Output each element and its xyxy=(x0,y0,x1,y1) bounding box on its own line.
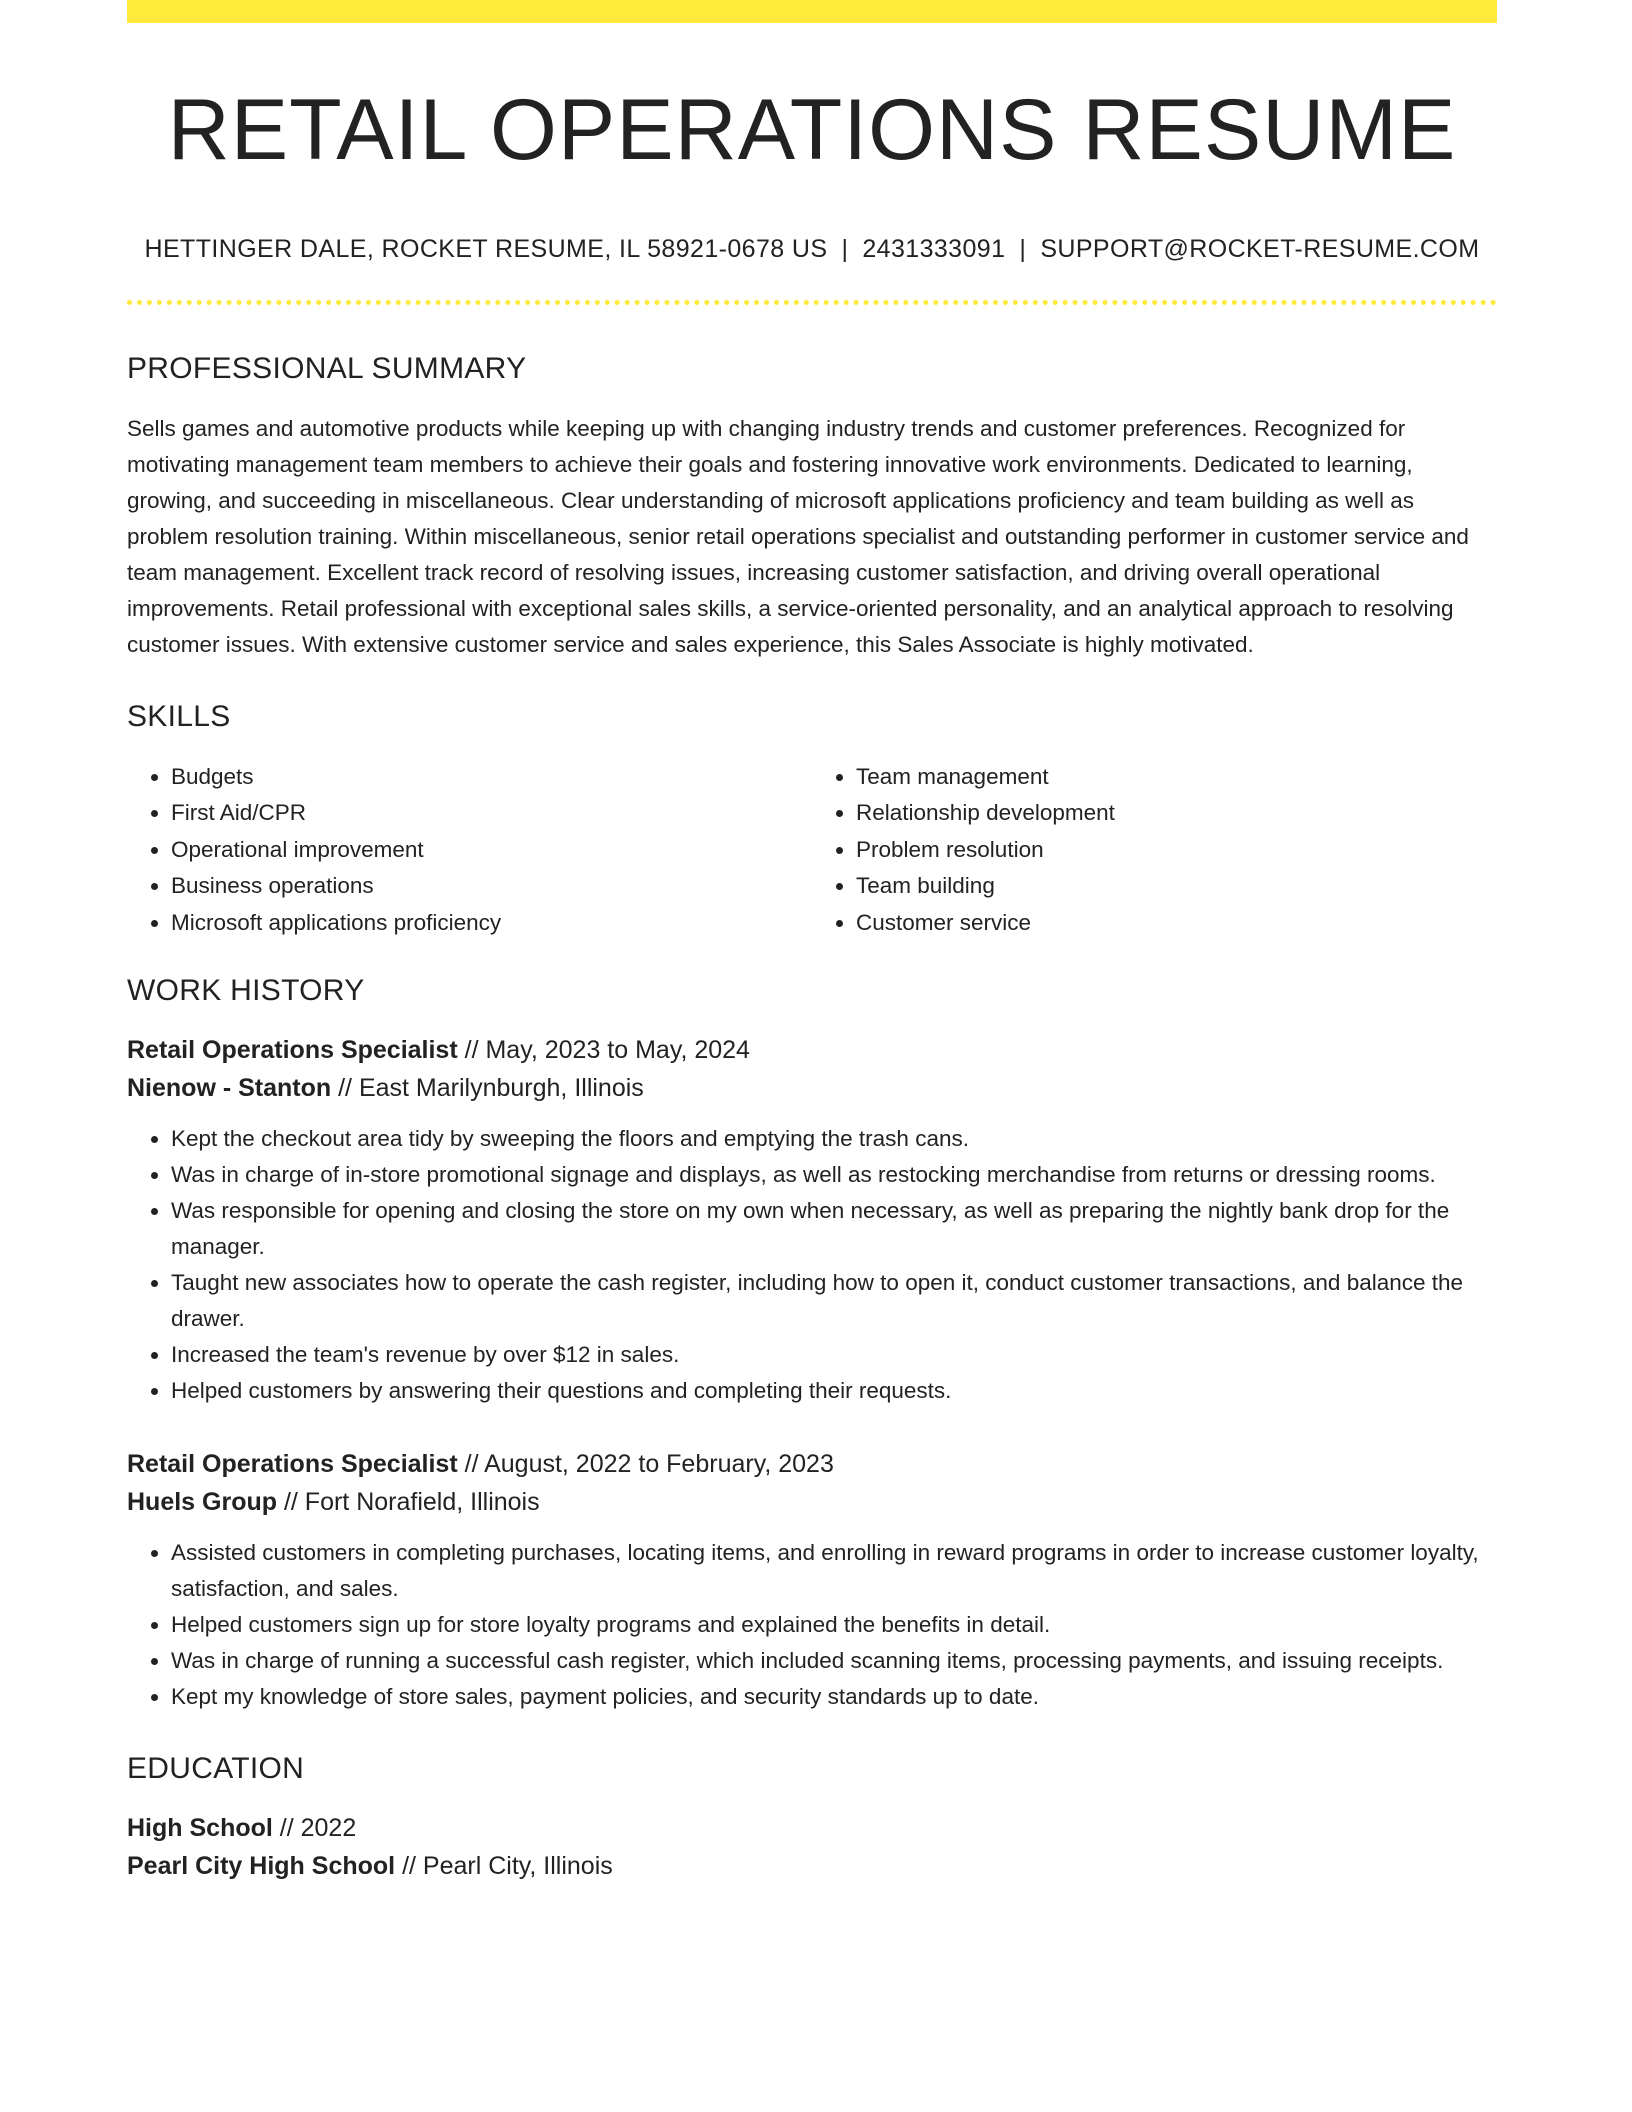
job-duty: • Taught new associates how to operate the cash register, including how to open it, conduct customer transactions, and balance the drawer. xyxy=(171,1265,1497,1337)
contact-phone: 2431333091 xyxy=(862,234,1006,263)
job-duty: • Helped customers sign up for store loyalty programs and explained the benefits in detail. xyxy=(171,1607,1497,1643)
skill-item: • Team management xyxy=(856,759,1497,796)
skill-item: • First Aid/CPR xyxy=(171,795,812,832)
education-school: Pearl City High School xyxy=(127,1852,396,1881)
summary-text: Sells games and automotive products while keeping up with changing industry trends and customer preferences. Recognized for motivating management team members to achieve their goals and fostering innovative work environments. Dedicated to learning, growing, and succeeding in miscellaneous. Clear understanding of microsoft applications proficiency and team building as well as problem resolution training. Within miscellaneous, senior retail operations specialist and outstanding performer in customer service and team management. Excellent track record of resolving issues, increasing customer satisfaction, and driving overall operational improvements. Retail professional with exceptional sales skills, a service-oriented personality, and an analytical approach to resolving customer issues. With extensive customer service and sales experience, this Sales Associate is highly motivated. xyxy=(127,415,1469,657)
skill-item: • Customer service xyxy=(856,905,1497,942)
skill-item: • Operational improvement xyxy=(171,832,812,869)
resume-page xyxy=(127,0,1497,1885)
work-history-heading: WORK HISTORY xyxy=(127,974,365,1008)
top-accent-bar xyxy=(127,0,1497,23)
job-dates: // May, 2023 to May, 2024 xyxy=(464,1036,750,1065)
education-degree: High School xyxy=(127,1814,273,1843)
job-title-line xyxy=(127,1445,1497,1483)
job-company-line xyxy=(127,1069,1497,1107)
job-duty: • Was in charge of running a successful cash register, which included scanning items, processing payments, and issuing receipts. xyxy=(171,1643,1497,1679)
job-company: Huels Group xyxy=(127,1488,278,1517)
job-duty: • Helped customers by answering their questions and completing their requests. xyxy=(171,1373,1497,1409)
education-heading: EDUCATION xyxy=(127,1752,305,1786)
job-duty: • Assisted customers in completing purchases, locating items, and enrolling in reward programs in order to increase customer loyalty, satisfaction, and sales. xyxy=(171,1535,1497,1607)
skill-item: • Team building xyxy=(856,868,1497,905)
contact-separator: | xyxy=(841,234,849,263)
job-title: Retail Operations Specialist xyxy=(127,1450,458,1479)
contact-email: SUPPORT@ROCKET-RESUME.COM xyxy=(1040,234,1480,263)
job-dates: // August, 2022 to February, 2023 xyxy=(464,1450,834,1479)
summary-heading: PROFESSIONAL SUMMARY xyxy=(127,351,527,385)
job-duties-list xyxy=(127,1121,1497,1409)
skills-heading: SKILLS xyxy=(127,699,231,733)
job-company: Nienow - Stanton xyxy=(127,1074,332,1103)
contact-separator: | xyxy=(1019,234,1027,263)
skills-column-left xyxy=(127,759,812,942)
skills-column-right xyxy=(812,759,1497,942)
education-entry xyxy=(127,1809,1497,1885)
job-company-line xyxy=(127,1483,1497,1521)
job-entry xyxy=(127,1031,1497,1409)
skill-item: • Problem resolution xyxy=(856,832,1497,869)
education-location: // Pearl City, Illinois xyxy=(402,1852,613,1881)
skill-item: • Relationship development xyxy=(856,795,1497,832)
contact-address: HETTINGER DALE, ROCKET RESUME, IL 58921-0678 US xyxy=(144,234,828,263)
skill-item: • Microsoft applications proficiency xyxy=(171,905,812,942)
contact-line xyxy=(127,234,1497,264)
skills-list xyxy=(127,759,1497,942)
job-title-line xyxy=(127,1031,1497,1069)
job-duty: • Kept the checkout area tidy by sweeping the floors and emptying the trash cans. xyxy=(171,1121,1497,1157)
skill-item: • Business operations xyxy=(171,868,812,905)
job-location: // Fort Norafield, Illinois xyxy=(283,1488,540,1517)
education-year: // 2022 xyxy=(279,1814,357,1843)
job-duty: • Was in charge of in-store promotional signage and displays, as well as restocking merchandise from returns or dressing rooms. xyxy=(171,1157,1497,1193)
job-duty: • Was responsible for opening and closing the store on my own when necessary, as well as preparing the nightly bank drop for the manager. xyxy=(171,1193,1497,1265)
dotted-divider xyxy=(127,300,1497,305)
job-duties-list xyxy=(127,1535,1497,1715)
job-duty: • Increased the team's revenue by over $12 in sales. xyxy=(171,1337,1497,1373)
education-degree-line xyxy=(127,1809,1497,1847)
job-duty: • Kept my knowledge of store sales, payment policies, and security standards up to date. xyxy=(171,1679,1497,1715)
job-location: // East Marilynburgh, Illinois xyxy=(338,1074,644,1103)
skill-item: • Budgets xyxy=(171,759,812,796)
job-entry xyxy=(127,1445,1497,1715)
page-title: RETAIL OPERATIONS RESUME xyxy=(167,82,1457,178)
education-school-line xyxy=(127,1847,1497,1885)
job-title: Retail Operations Specialist xyxy=(127,1036,458,1065)
